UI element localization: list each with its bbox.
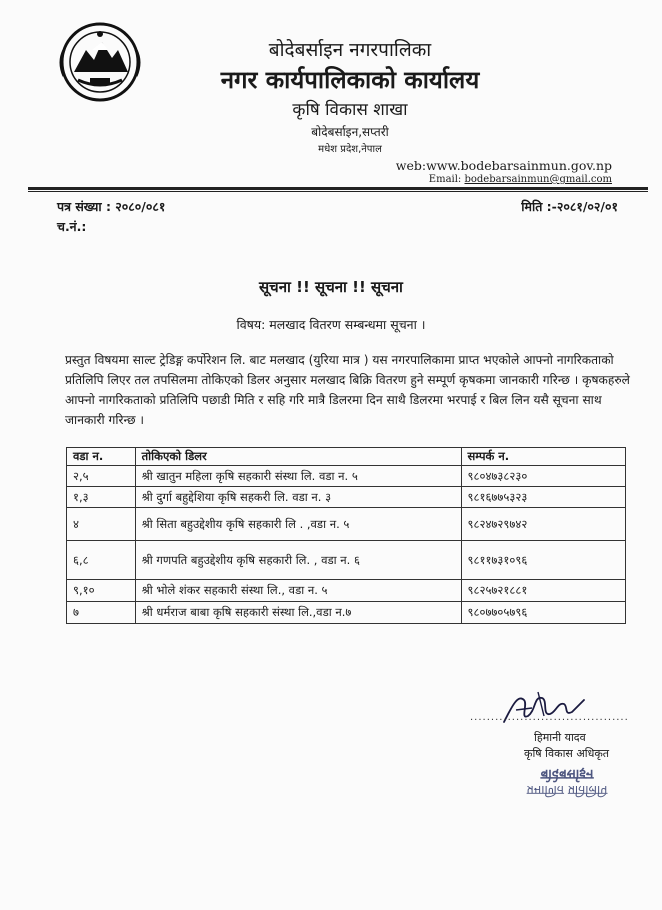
header-divider — [28, 187, 648, 190]
table-header-row — [67, 448, 626, 466]
header-ward: वडा न. — [67, 448, 136, 466]
header-contact: सम्पर्क न. — [461, 448, 625, 466]
office-name: नगर कार्यपालिकाको कार्यालय — [220, 66, 480, 94]
email-line — [429, 174, 612, 185]
branch-name: कृषि विकास शाखा — [292, 100, 408, 120]
notice-body — [65, 350, 630, 430]
email-address: bodebarsainmun@gmail.com — [464, 174, 612, 185]
dealer-cell: श्री गणपति बहुउद्देशीय कृषि सहकारी लि. , वडा न. ६ — [135, 541, 461, 580]
stamp-line-2: बोदेबर्साइन — [540, 766, 594, 782]
dealer-cell: श्री सिता बहुउद्देशीय कृषि सहकारी लि . ,वडा न. ५ — [135, 508, 461, 541]
ward-cell: १,३ — [67, 487, 136, 508]
notice-subject: विषय: मलखाद वितरण सम्बन्धमा सूचना । — [236, 317, 426, 332]
ward-cell: ९,१० — [67, 580, 136, 602]
contact-cell: ९८११७३१०९६ — [461, 541, 625, 580]
office-address: बोदेबर्साइन,सप्तरी — [311, 125, 389, 139]
contact-cell: ९८०४७३८२३० — [461, 466, 625, 487]
notice-body-text: प्रस्तुत विषयमा साल्ट ट्रेडिङ्ग कर्पोरेशन लि. बाट मलखाद (युरिया मात्र ) यस नगरपालिकामा प्राप्त भएकोले आफ्नो नागरिकताको प्रतिलिपि लिएर तल तपसिलमा तोकिएको डिलर अनुसार मलखाद बिक्रि वितरण हुने सम्पूर्ण कृषकमा जानकारी गरिन्छ । कृषकहरुले आफ्नो नागरिकताको प्रतिलिपि पछाडी मिति र सहि गरि मात्रै डिलरमा दिन साथै डिलरमा भरपाई र बिल लिन यसै सूचना साथ जानकारी गरिन्छ । — [65, 353, 630, 427]
contact-cell: ९८२४७२९७४२ — [461, 508, 625, 541]
signatory-title: कृषि विकास अधिकृत — [524, 747, 610, 760]
email-label: Email: — [428, 174, 465, 185]
table-row — [67, 580, 626, 602]
table-row — [67, 541, 626, 580]
header-dealer: तोकिएको डिलर — [135, 448, 461, 466]
ward-cell: ७ — [67, 602, 136, 624]
signatory-name: हिमानी यादव — [534, 731, 586, 744]
certified-copy-stamp — [512, 765, 622, 799]
dispatch-number: च.नं.: — [57, 219, 87, 234]
ward-cell: ६,८ — [67, 541, 136, 580]
table-row — [67, 487, 626, 508]
dealer-cell: श्री दुर्गा बहुद्देशिया कृषि सहकरी लि. वडा न. ३ — [135, 487, 461, 508]
table-row — [67, 602, 626, 624]
contact-cell: ९८०७७०५७९६ — [461, 602, 625, 624]
dealer-table — [66, 447, 626, 624]
stamp-line-1: प्रमाणित प्रतिलिपि — [526, 783, 608, 798]
office-province: मधेश प्रदेश,नेपाल — [318, 144, 382, 155]
notice-title: सूचना !! सूचना !! सूचना — [259, 278, 403, 296]
dealer-cell: श्री धर्मराज बाबा कृषि सहकारी संस्था लि.,वडा न.७ — [135, 602, 461, 624]
dealer-cell: श्री भोले शंकर सहकारी संस्था लि., वडा न. ५ — [135, 580, 461, 602]
signature-line: ...................................... — [470, 712, 629, 723]
contact-cell: ९८१६७७५३२३ — [461, 487, 625, 508]
ward-cell: ४ — [67, 508, 136, 541]
contact-cell: ९८२५७२१८८१ — [461, 580, 625, 602]
handwritten-signature — [498, 686, 590, 730]
notice-date: मिति :-२०८१/०२/०१ — [521, 199, 618, 214]
reference-number: पत्र संख्या : २०८०/०८१ — [57, 199, 166, 214]
nepal-emblem-icon — [52, 20, 148, 102]
ward-cell: २,५ — [67, 466, 136, 487]
table-row — [67, 466, 626, 487]
header-divider-thin — [28, 191, 648, 192]
website: web:www.bodebarsainmun.gov.np — [395, 158, 612, 173]
dealer-cell: श्री खातुन महिला कृषि सहकारी संस्था लि. वडा न. ५ — [135, 466, 461, 487]
municipality-name: बोदेबर्साइन नगरपालिका — [268, 39, 432, 61]
table-row — [67, 508, 626, 541]
